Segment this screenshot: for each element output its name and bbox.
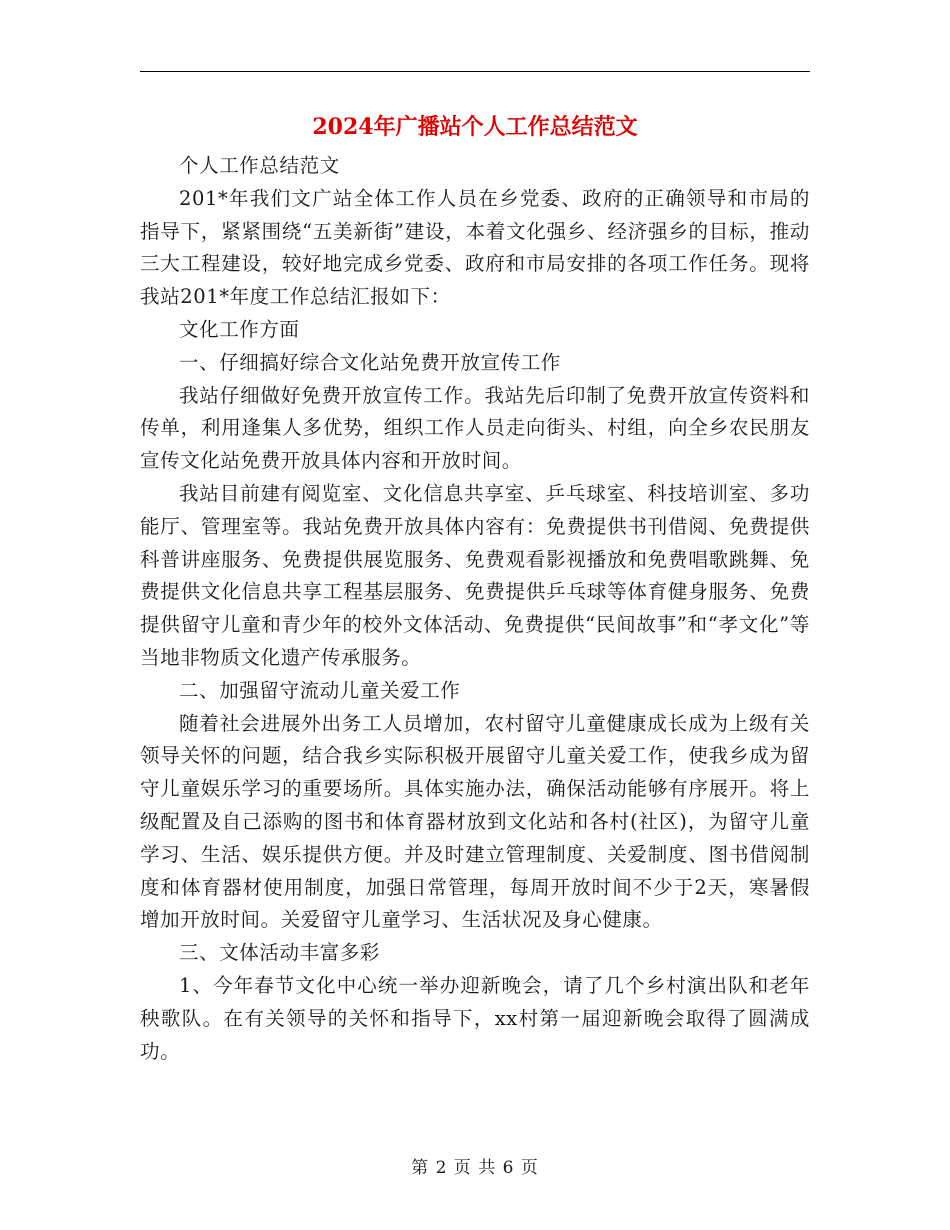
paragraph-publicity: 我站仔细做好免费开放宣传工作。我站先后印制了免费开放宣传资料和传单，利用逢集人多优势，组织工作人员走向街头、村组，向全乡农民朋友宣传文化站免费开放具体内容和开放时间。 (140, 383, 810, 473)
page-number: 第 2 页 共 6 页 (411, 1158, 539, 1178)
section-heading-2: 二、加强留守流动儿童关爱工作 (179, 678, 461, 702)
paragraph-left-behind-children: 随着社会进展外出务工人员增加，农村留守儿童健康成长成为上级有关领导关怀的问题，结合我乡实际积极开展留守儿童关爱工作，使我乡成为留守儿童娱乐学习的重要场所。具体实施办法，确保活动能够有序展开。将上级配置及自己添购的图书和体育器材放到文化站和各村(社区)，为留守儿童学习、生活、娱乐提供方便。并及时建立管理制度、关爱制度、图书借阅制度和体育器材使用制度，加强日常管理，每周开放时间不少于2天，寒暑假增加开放时间。关爱留守儿童学习、生活状况及身心健康。 (140, 711, 810, 932)
section-heading-3: 三、文体活动丰富多彩 (179, 941, 381, 965)
paragraph-subtitle: 个人工作总结范文 (179, 154, 340, 177)
paragraph-intro: 201*年我们文广站全体工作人员在乡党委、政府的正确领导和市局的指导下，紧紧围绕“五美新街”建设，本着文化强乡、经济强乡的目标，推动三大工程建设，较好地完成乡党委、政府和市局安排的各项工作任务。现将我站201*年度工作总结汇报如下： (140, 186, 810, 309)
paragraph-spring-festival: 1、今年春节文化中心统一举办迎新晚会，请了几个乡村演出队和老年秧歌队。在有关领导的关怀和指导下，xx村第一届迎新晚会取得了圆满成功。 (140, 973, 810, 1063)
paragraph-facilities: 我站目前建有阅览室、文化信息共享室、乒乓球室、科技培训室、多功能厅、管理室等。我站免费开放具体内容有：免费提供书刊借阅、免费提供科普讲座服务、免费提供展览服务、免费观看影视播放和免费唱歌跳舞、免费提供文化信息共享工程基层服务、免费提供乒乓球等体育健身服务、免费提供留守儿童和青少年的校外文体活动、免费提供“民间故事”和“孝文化”等当地非物质文化遗产传承服务。 (140, 481, 810, 669)
document-title: 2024年广播站个人工作总结范文 (312, 114, 638, 140)
section-heading-1: 一、仔细搞好综合文化站免费开放宣传工作 (179, 350, 561, 374)
section-heading-culture: 文化工作方面 (179, 317, 300, 341)
document-body (140, 150, 810, 1068)
header-rule (140, 71, 810, 72)
